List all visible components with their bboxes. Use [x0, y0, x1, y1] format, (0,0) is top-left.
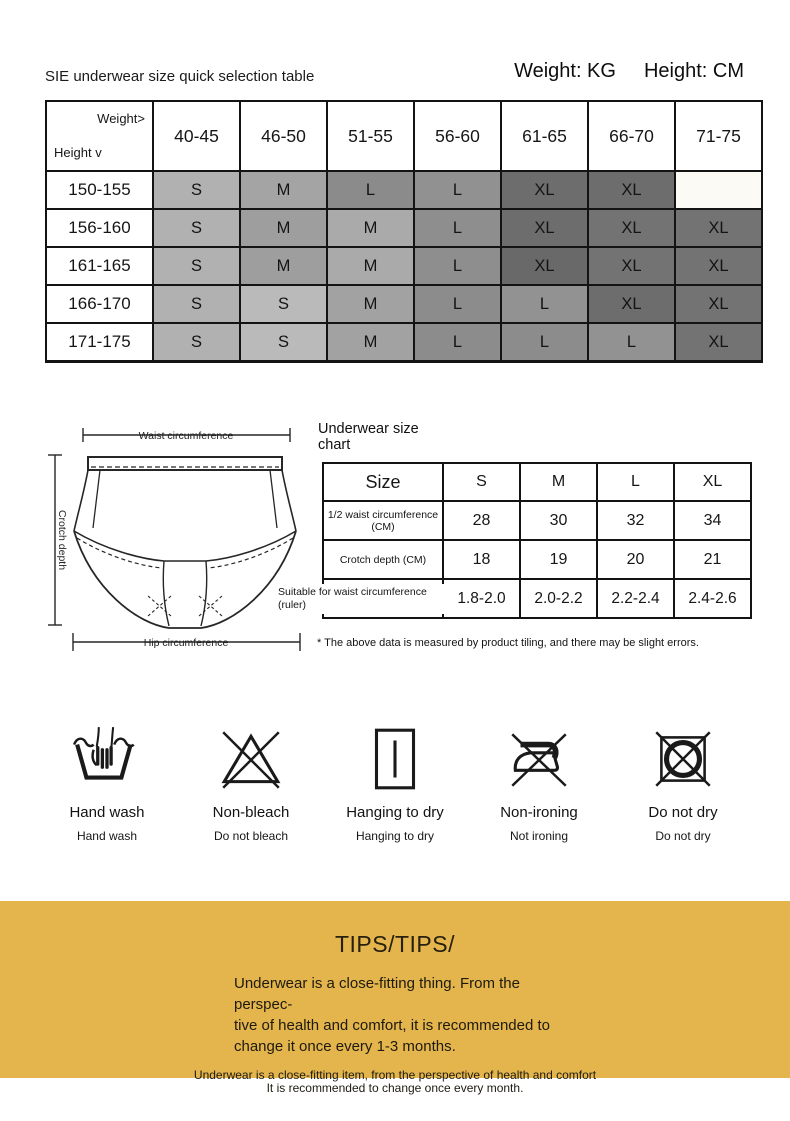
care-label: Non-ironing [500, 804, 578, 821]
chart-row-label: 1/2 waist circumference (CM) [323, 501, 443, 540]
weight-col-header: 46-50 [240, 101, 327, 171]
size-cell: S [240, 285, 327, 323]
size-cell: XL [501, 171, 588, 209]
chart-value: 1.8-2.0 [443, 579, 520, 618]
height-range-label: 156-160 [46, 209, 153, 247]
size-cell: S [153, 171, 240, 209]
chart-value: 19 [520, 540, 597, 579]
size-cell: XL [588, 285, 675, 323]
chart-col-header: S [443, 463, 520, 501]
size-cell: S [240, 323, 327, 362]
size-cell: S [153, 285, 240, 323]
care-item-no-iron [467, 723, 611, 843]
size-cell: XL [501, 209, 588, 247]
size-cell: M [327, 209, 414, 247]
weight-unit-label: Weight: KG [514, 60, 616, 82]
chart-value: 20 [597, 540, 674, 579]
care-sublabel: Hand wash [76, 829, 138, 843]
care-sublabel: Do not dry [655, 829, 711, 843]
chart-value: 2.2-2.4 [597, 579, 674, 618]
corner-weight-label: Weight> [97, 111, 145, 126]
size-cell: L [501, 285, 588, 323]
chart-value: 28 [443, 501, 520, 540]
size-cell: L [414, 323, 501, 362]
size-cell: L [588, 323, 675, 362]
chart-value: 32 [597, 501, 674, 540]
page-title: SIE underwear size quick selection table [45, 68, 315, 85]
size-cell: L [414, 285, 501, 323]
chart-value: 18 [443, 540, 520, 579]
size-cell: M [327, 247, 414, 285]
height-unit-label: Height: CM [643, 60, 744, 82]
chart-value: 21 [674, 540, 751, 579]
care-sublabel: Hanging to dry [355, 829, 435, 843]
chart-col-header: M [520, 463, 597, 501]
chart-col-header: XL [674, 463, 751, 501]
size-selection-table [45, 100, 763, 363]
table-row [46, 247, 762, 285]
table-row [46, 323, 762, 362]
height-range-label: 161-165 [46, 247, 153, 285]
weight-col-header: 56-60 [414, 101, 501, 171]
table-row [46, 171, 762, 209]
chart-row [323, 579, 751, 618]
crotch-depth-label: Crotch depth [56, 509, 68, 571]
tips-banner [0, 901, 790, 1095]
weight-col-header: 40-45 [153, 101, 240, 171]
table-row [46, 285, 762, 323]
chart-value: 30 [520, 501, 597, 540]
size-cell: XL [588, 209, 675, 247]
size-cell: S [153, 323, 240, 362]
care-item-do-not-dry [611, 723, 755, 843]
hand-wash-icon [71, 723, 143, 795]
size-cell: XL [675, 247, 762, 285]
size-cell: M [327, 323, 414, 362]
care-item-hang-dry [323, 723, 467, 843]
size-chart-title: Underwear size chart [318, 421, 419, 453]
corner-cell [46, 101, 153, 171]
care-label: Non-bleach [212, 804, 290, 821]
size-cell: M [240, 209, 327, 247]
size-cell: XL [588, 171, 675, 209]
weight-col-header: 61-65 [501, 101, 588, 171]
hang-dry-icon [359, 723, 431, 795]
height-range-label: 150-155 [46, 171, 153, 209]
care-instructions [35, 723, 755, 843]
size-cell: M [327, 285, 414, 323]
size-cell [675, 171, 762, 209]
care-label: Hand wash [69, 804, 145, 821]
underwear-measurement-diagram [28, 410, 323, 665]
care-item-no-bleach [179, 723, 323, 843]
size-cell: S [153, 209, 240, 247]
chart-value: 2.0-2.2 [520, 579, 597, 618]
size-cell: M [240, 171, 327, 209]
care-label: Do not dry [648, 804, 718, 821]
chart-col-header: Size [323, 463, 443, 501]
size-cell: L [414, 209, 501, 247]
chart-row-label-cell [278, 579, 443, 618]
waist-circumference-label: Waist circumference [138, 430, 234, 442]
no-bleach-icon [215, 723, 287, 795]
care-sublabel: Do not bleach [213, 829, 289, 843]
size-cell: XL [675, 323, 762, 362]
care-label: Hanging to dry [346, 804, 444, 821]
size-cell: L [414, 171, 501, 209]
care-item-hand-wash [35, 723, 179, 843]
size-cell: XL [588, 247, 675, 285]
weight-col-header: 66-70 [588, 101, 675, 171]
size-cell: XL [675, 209, 762, 247]
chart-col-header: L [597, 463, 674, 501]
height-range-label: 171-175 [46, 323, 153, 362]
units-legend [514, 60, 744, 83]
chart-note: * The above data is measured by product tiling, and there may be slight errors. [317, 637, 699, 649]
size-cell: L [414, 247, 501, 285]
underwear-size-chart-table [278, 462, 752, 619]
no-iron-icon [503, 723, 575, 795]
tips-small-text: Underwear is a close-fitting item, from the perspective of health and comfort It is recommended to change once every month. [193, 1068, 597, 1095]
height-range-label: 166-170 [46, 285, 153, 323]
tips-heading: TIPS/TIPS/ [334, 931, 456, 957]
chart-value: 34 [674, 501, 751, 540]
size-cell: M [240, 247, 327, 285]
do-not-dry-icon [647, 723, 719, 795]
table-row [46, 209, 762, 247]
weight-header-row [46, 101, 762, 171]
weight-col-header: 71-75 [675, 101, 762, 171]
size-cell: XL [675, 285, 762, 323]
hip-circumference-label: Hip circumference [143, 637, 229, 649]
chart-row-label: Suitable for waist circumference (ruler) [278, 584, 450, 614]
care-sublabel: Not ironing [509, 829, 569, 843]
chart-header-row [323, 463, 751, 501]
weight-col-header: 51-55 [327, 101, 414, 171]
size-cell: L [501, 323, 588, 362]
chart-row [323, 501, 751, 540]
size-cell: XL [501, 247, 588, 285]
chart-row-label: Crotch depth (CM) [323, 540, 443, 579]
size-cell: S [153, 247, 240, 285]
tips-body: Underwear is a close-fitting thing. From the perspec- tive of health and comfort, it is recommended to change it once every 1-3 months. [234, 975, 550, 1055]
chart-row [323, 540, 751, 579]
chart-value: 2.4-2.6 [674, 579, 751, 618]
size-cell: L [327, 171, 414, 209]
corner-height-label: Height v [54, 145, 102, 160]
